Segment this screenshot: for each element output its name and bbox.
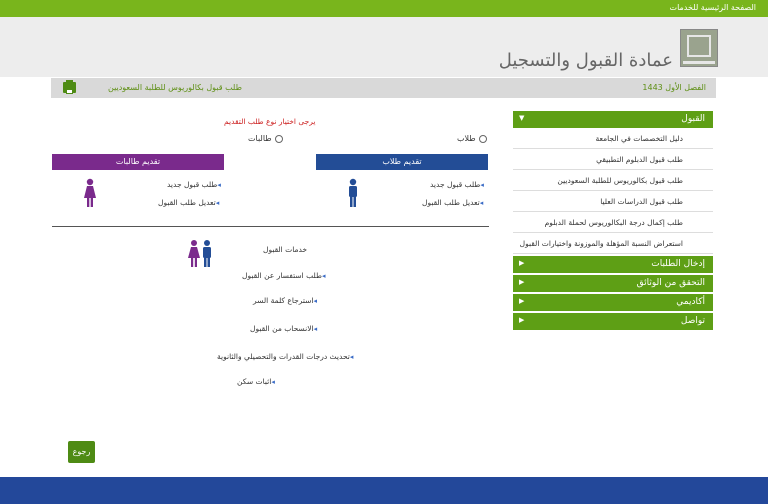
male-person-icon — [347, 178, 359, 208]
arrow-icon: ◂ — [217, 181, 221, 189]
arrow-icon: ◂ — [313, 325, 318, 333]
arrow-icon: ◂ — [271, 378, 275, 386]
sidebar-section-requests[interactable]: إدخال الطلبات ▶ — [513, 256, 713, 273]
sidebar-section-contact[interactable]: تواصل ▶ — [513, 313, 713, 330]
service-inquiry-link[interactable]: طلب استفسار عن القبول◂ — [242, 271, 326, 280]
sidebar-item-bridging[interactable]: طلب إكمال درجة البكالوريوس لحملة الدبلوم — [513, 212, 713, 233]
arrow-icon: ◂ — [479, 199, 484, 207]
printer-icon[interactable] — [63, 82, 76, 93]
male-panel-header: تقديم طلاب — [316, 154, 488, 170]
caret-right-icon: ▶ — [519, 316, 525, 324]
sidebar-section-academic[interactable]: أكاديمي ▶ — [513, 294, 713, 311]
caret-right-icon: ▶ — [519, 297, 525, 305]
female-edit-request-link[interactable]: تعديل طلب القبول◂ — [158, 198, 220, 207]
university-logo — [680, 29, 718, 67]
home-link[interactable]: الصفحة الرئيسية للخدمات — [669, 3, 756, 12]
radio-male[interactable]: طلاب — [457, 134, 487, 143]
page-title: طلب قبول بكالوريوس للطلبة السعوديين — [108, 83, 242, 92]
female-new-request-link[interactable]: طلب قبول جديد◂ — [167, 180, 221, 189]
section-divider — [52, 226, 489, 227]
arrow-icon: ◂ — [215, 199, 220, 207]
arrow-icon: ◂ — [480, 181, 484, 189]
female-panel-header: تقديم طالبات — [52, 154, 224, 170]
radio-circle-icon — [479, 135, 487, 143]
semester-label: الفصل الأول 1443 — [642, 83, 706, 92]
caret-right-icon: ▶ — [519, 278, 525, 286]
admission-services-icon — [188, 239, 214, 269]
radio-female[interactable]: طالبات — [248, 134, 283, 143]
service-password-link[interactable]: استرجاع كلمة السر◂ — [253, 296, 318, 305]
service-update-scores-link[interactable]: تحديث درجات القدرات والتحصيلي والثانوية◂ — [217, 352, 354, 361]
sidebar-item-majors-guide[interactable]: دليل التخصصات في الجامعة — [513, 128, 713, 149]
male-new-request-link[interactable]: طلب قبول جديد◂ — [430, 180, 484, 189]
arrow-icon: ◂ — [349, 353, 354, 361]
sidebar-item-bachelor-saudi[interactable]: طلب قبول بكالوريوس للطلبة السعوديين — [513, 170, 713, 191]
sidebar-section-verification[interactable]: التحقق من الوثائق ▶ — [513, 275, 713, 292]
services-title: خدمات القبول — [263, 245, 308, 254]
select-type-prompt: يرجى اختيار نوع طلب التقديم — [224, 117, 316, 126]
radio-circle-icon — [275, 135, 283, 143]
footer — [0, 477, 768, 504]
sidebar — [513, 111, 713, 330]
service-withdraw-link[interactable]: الانسحاب من القبول◂ — [250, 324, 318, 333]
service-housing-link[interactable]: اثبات سكن◂ — [237, 377, 275, 386]
female-person-icon — [83, 178, 97, 208]
top-bar — [0, 0, 768, 17]
caret-right-icon: ▶ — [519, 259, 525, 267]
sidebar-item-diploma[interactable]: طلب قبول الدبلوم التطبيقي — [513, 149, 713, 170]
back-button[interactable]: رجوع — [68, 441, 95, 463]
caret-down-icon: ▼ — [519, 114, 525, 122]
sidebar-item-graduate[interactable]: طلب قبول الدراسات العليا — [513, 191, 713, 212]
sub-bar — [51, 78, 716, 98]
male-edit-request-link[interactable]: تعديل طلب القبول◂ — [422, 198, 484, 207]
arrow-icon: ◂ — [321, 272, 326, 280]
sidebar-item-ratios[interactable]: استعراض النسبة المؤهلة والموزونة واختيارات القبول — [513, 233, 713, 254]
header — [0, 17, 768, 77]
sidebar-section-admission[interactable]: القبول ▼ — [513, 111, 713, 128]
arrow-icon: ◂ — [313, 297, 318, 305]
site-title: عمادة القبول والتسجيل — [498, 50, 673, 71]
